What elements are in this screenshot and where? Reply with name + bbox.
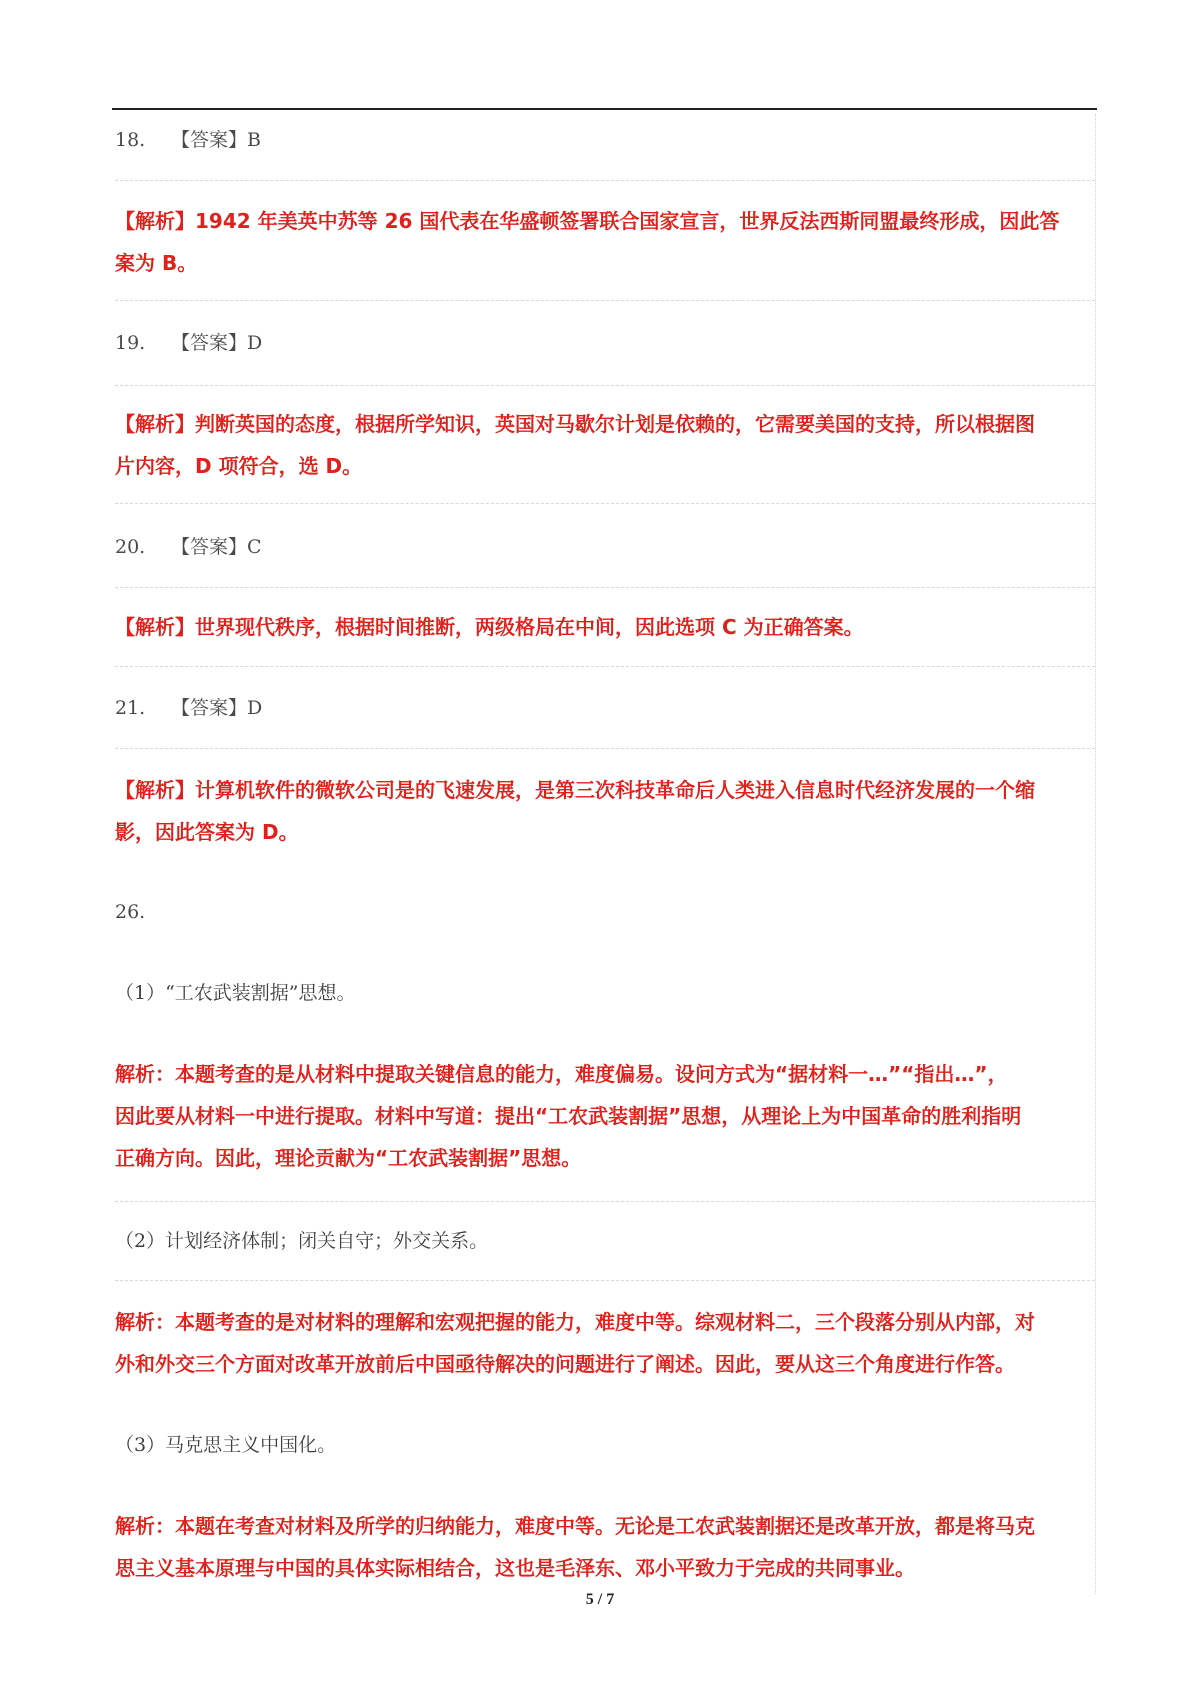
question-number: 19. — [115, 332, 146, 354]
answer-21 — [115, 693, 1095, 723]
analysis-18-line-2: 案为 B。 — [115, 251, 198, 275]
answer-label: 【答案】D — [171, 697, 263, 719]
answer-label: 【答案】B — [171, 129, 261, 151]
analysis-20-line-1: 【解析】世界现代秩序，根据时间推断，两级格局在中间，因此选项 C 为正确答案。 — [115, 615, 864, 639]
separator — [115, 300, 1095, 301]
separator — [115, 180, 1095, 181]
separator — [115, 1201, 1095, 1202]
analysis-26-2-line-2: 外和外交三个方面对改革开放前后中国亟待解决的问题进行了阐述。因此，要从这三个角度进行作答。 — [115, 1352, 1015, 1376]
separator — [115, 385, 1095, 386]
answer-26-part-2: （2）计划经济体制；闭关自守；外交关系。 — [115, 1230, 489, 1252]
answer-18 — [115, 125, 1095, 155]
question-number: 20. — [115, 536, 146, 558]
analysis-26-3-line-2: 思主义基本原理与中国的具体实际相结合，这也是毛泽东、邓小平致力于完成的共同事业。 — [115, 1556, 915, 1580]
page-number: 5 / 7 — [585, 1591, 615, 1608]
right-margin-guide — [1095, 114, 1096, 1594]
separator — [115, 666, 1095, 667]
separator — [115, 587, 1095, 588]
question-26-number: 26. — [115, 901, 146, 923]
question-number: 21. — [115, 697, 146, 719]
separator — [115, 503, 1095, 504]
analysis-21-line-2: 影，因此答案为 D。 — [115, 820, 299, 844]
answer-26-part-1: （1）“工农武装割据”思想。 — [115, 982, 356, 1004]
question-number: 18. — [115, 129, 146, 151]
answer-20 — [115, 532, 1095, 562]
analysis-26-1-line-1: 解析：本题考查的是从材料中提取关键信息的能力，难度偏易。设问方式为“据材料一…”“指出…”， — [115, 1062, 1008, 1086]
analysis-26-1-line-2: 因此要从材料一中进行提取。材料中写道：提出“工农武装割据”思想，从理论上为中国革命的胜利指明 — [115, 1104, 1022, 1128]
answer-26-part-3: （3）马克思主义中国化。 — [115, 1434, 337, 1456]
answer-label: 【答案】C — [171, 536, 262, 558]
analysis-19-line-1: 【解析】判断英国的态度，根据所学知识，英国对马歇尔计划是依赖的，它需要美国的支持，所以根据图 — [115, 412, 1035, 436]
header-rule — [112, 108, 1097, 110]
analysis-26-2-line-1: 解析：本题考查的是对材料的理解和宏观把握的能力，难度中等。综观材料二，三个段落分别从内部，对 — [115, 1310, 1035, 1334]
answer-label: 【答案】D — [171, 332, 263, 354]
answer-19 — [115, 328, 1095, 358]
separator — [115, 1280, 1095, 1281]
analysis-18-line-1: 【解析】1942 年美英中苏等 26 国代表在华盛顿签署联合国家宣言，世界反法西斯同盟最终形成，因此答 — [115, 209, 1060, 233]
separator — [115, 748, 1095, 749]
analysis-26-1-line-3: 正确方向。因此，理论贡献为“工农武装割据”思想。 — [115, 1146, 582, 1170]
analysis-21-line-1: 【解析】计算机软件的微软公司是的飞速发展，是第三次科技革命后人类进入信息时代经济发展的一个缩 — [115, 778, 1035, 802]
analysis-26-3-line-1: 解析：本题在考查对材料及所学的归纳能力，难度中等。无论是工农武装割据还是改革开放，都是将马克 — [115, 1514, 1035, 1538]
analysis-19-line-2: 片内容，D 项符合，选 D。 — [115, 454, 363, 478]
